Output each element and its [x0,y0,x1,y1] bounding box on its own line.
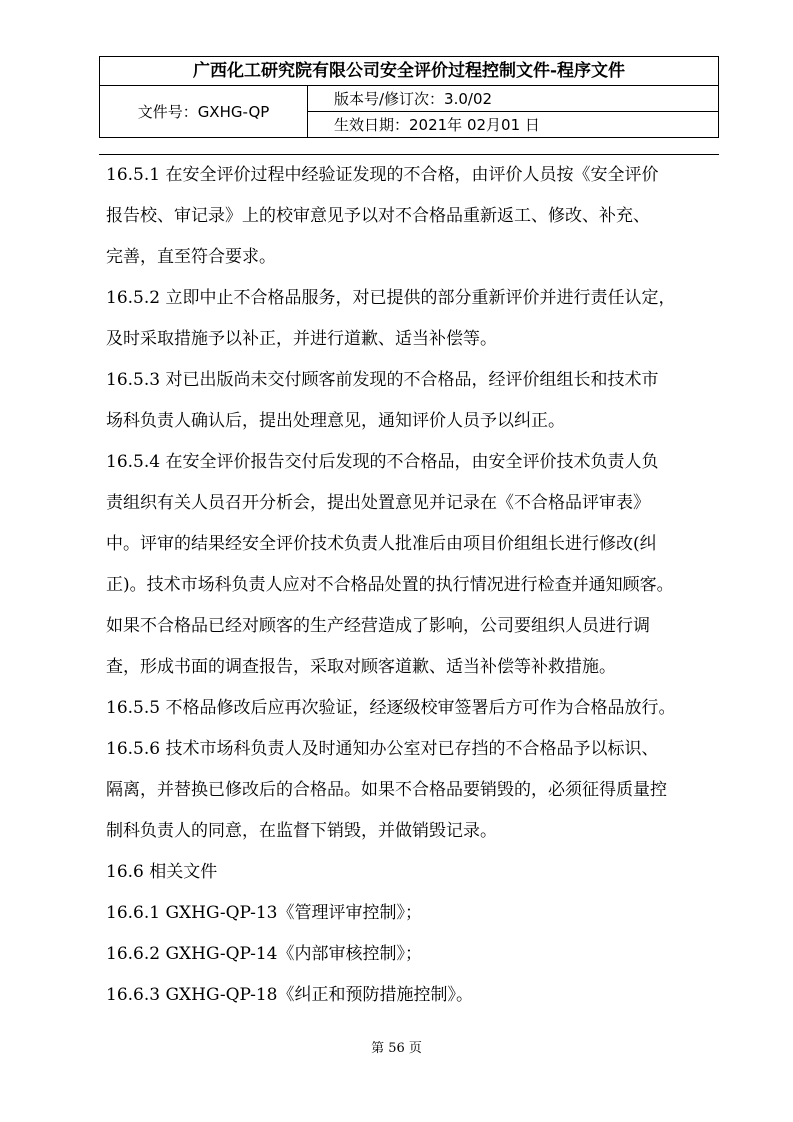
reference-item: 16.6.3 GXHG-QP-18《纠正和预防措施控制》。 [106,985,473,1005]
page-number: 第 56 页 [371,1041,422,1056]
document-header-table [99,56,719,138]
text-line: 16.5.2 立即中止不合格品服务，对已提供的部分重新评价并进行责任认定， [106,288,676,308]
text-line: 隔离，并替换已修改后的合格品。如果不合格品要销毁的，必须征得质量控 [106,780,667,800]
text-line: 16.5.4 在安全评价报告交付后发现的不合格品，由安全评价技术负责人负 [106,452,659,472]
text-line: 正)。技术市场科负责人应对不合格品处置的执行情况进行检查并通知顾客。 [106,575,674,595]
reference-item: 16.6.1 GXHG-QP-13《管理评审控制》； [106,903,422,923]
section-heading: 16.6 相关文件 [106,862,218,882]
text-line: 16.5.5 不格品修改后应再次验证，经逐级校审签署后方可作为合格品放行。 [106,698,676,718]
text-line: 中。评审的结果经安全评价技术负责人批准后由项目价组组长进行修改(纠 [106,534,657,554]
text-line: 制科负责人的同意，在监督下销毁，并做销毁记录。 [106,821,497,841]
file-number: 文件号：GXHG-QP [100,86,308,138]
version-number: 版本号/修订次：3.0/02 [308,86,718,112]
text-line: 如果不合格品已经对顾客的生产经营造成了影响，公司要组织人员进行调 [106,616,650,636]
text-line: 完善，直至符合要求。 [106,247,276,267]
text-line: 责组织有关人员召开分析会，提出处置意见并记录在《不合格品评审表》 [106,493,650,513]
text-line: 16.5.3 对已出版尚未交付顾客前发现的不合格品，经评价组组长和技术市 [106,370,659,390]
document-body [106,155,718,1016]
text-line: 报告校、审记录》上的校审意见予以对不合格品重新返工、修改、补充、 [106,206,650,226]
reference-item: 16.6.2 GXHG-QP-14《内部审核控制》； [106,944,422,964]
text-line: 16.5.6 技术市场科负责人及时通知办公室对已存挡的不合格品予以标识、 [106,739,659,759]
document-title: 广西化工研究院有限公司安全评价过程控制文件-程序文件 [100,57,718,86]
text-line: 及时采取措施予以补正，并进行道歉、适当补偿等。 [106,329,497,349]
effective-date: 生效日期：2021年 02月01 日 [334,116,540,134]
text-line: 查，形成书面的调查报告，采取对顾客道歉、适当补偿等补救措施。 [106,657,616,677]
text-line: 场科负责人确认后，提出处理意见，通知评价人员予以纠正。 [106,411,565,431]
text-line: 16.5.1 在安全评价过程中经验证发现的不合格，由评价人员按《安全评价 [106,165,659,185]
